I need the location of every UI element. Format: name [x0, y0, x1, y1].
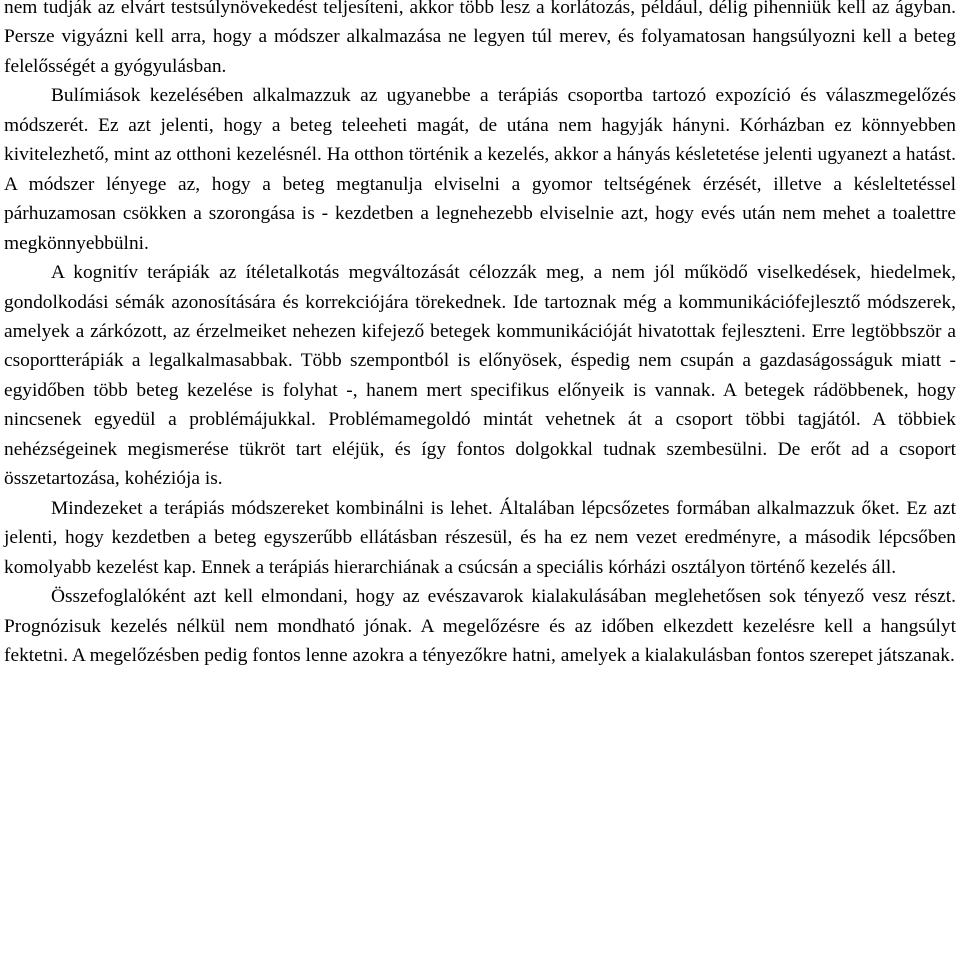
paragraph-weight-gain-continuation: nem tudják az elvárt testsúlynövekedést teljesíteni, akkor több lesz a korlátozás, például, délig pihenniük kell az ágyban. Persze vigyázni kell arra, hogy a módszer alkalmazása ne legyen túl merev, és folyamatosan hangsúlyozni kell a beteg felelősségét a gyógyulásban. [4, 0, 956, 77]
paragraph-combined-methods: Mindezeket a terápiás módszereket kombinálni is lehet. Általában lépcsőzetes formában alkalmazzuk őket. Ez azt jelenti, hogy kezdetben a beteg egyszerűbb ellátásban részesül, és ha ez nem vezet eredményre, a második lépcsőben komolyabb kezelést kap. Ennek a terápiás hierarchiának a csúcsán a speciális kórházi osztályon történő kezelés áll. [4, 497, 956, 578]
paragraph-cognitive-therapies: A kognitív terápiák az ítéletalkotás megváltozását célozzák meg, a nem jól működő viselkedések, hiedelmek, gondolkodási sémák azonosítására és korrekciójára törekednek. Ide tartoznak még a kommunikációfejlesztő módszerek, amelyek a zárkózott, az érzelmeiket nehezen kifejező betegek kommunikációját hivatottak fejleszteni. Erre legtöbbször a csoportterápiák a legalkalmasabbak. Több szempontból is előnyösek, éspedig nem csupán a gazdaságosságuk miatt - egyidőben több beteg kezelése is folyhat -, hanem mert specifikus előnyeik is vannak. A betegek rádöbbenek, hogy nincsenek egyedül a problémájukkal. Problémamegoldó mintát vehetnek át a csoport többi tagjától. A többiek nehézségeinek megismerése tükröt tart eléjük, és így fontos dolgokkal tudnak szembesülni. De erőt ad a csoport összetartozása, kohéziója is. [4, 262, 956, 490]
paragraph-summary: Összefoglalóként azt kell elmondani, hogy az evészavarok kialakulásában meglehetősen sok tényező vesz részt. Prognózisuk kezelés nélkül nem mondható jónak. A megelőzésre és az időben elkezdett kezelésre kell a hangsúlyt fektetni. A megelőzésben pedig fontos lenne azokra a tényezőkre hatni, amelyek a kialakulásban fontos szerepet játszanak. [4, 586, 956, 666]
paragraph-bulimia-treatment: Bulímiások kezelésében alkalmazzuk az ugyanebbe a terápiás csoportba tartozó expozíció és válaszmegelőzés módszerét. Ez azt jelenti, hogy a beteg teleeheti magát, de utána nem hagyják hányni. Kórházban ez könnyebben kivitelezhető, mint az otthoni kezelésnél. Ha otthon történik a kezelés, akkor a hányás késletetése jelenti ugyanezt a hatást. A módszer lényege az, hogy a beteg megtanulja elviselni a gyomor teltségének érzését, illetve a késleltetéssel párhuzamosan csökken a szorongása is - kezdetben a legnehezebb elviselnie azt, hogy evés után nem mehet a toalettre megkönnyebbülni. [4, 85, 956, 254]
